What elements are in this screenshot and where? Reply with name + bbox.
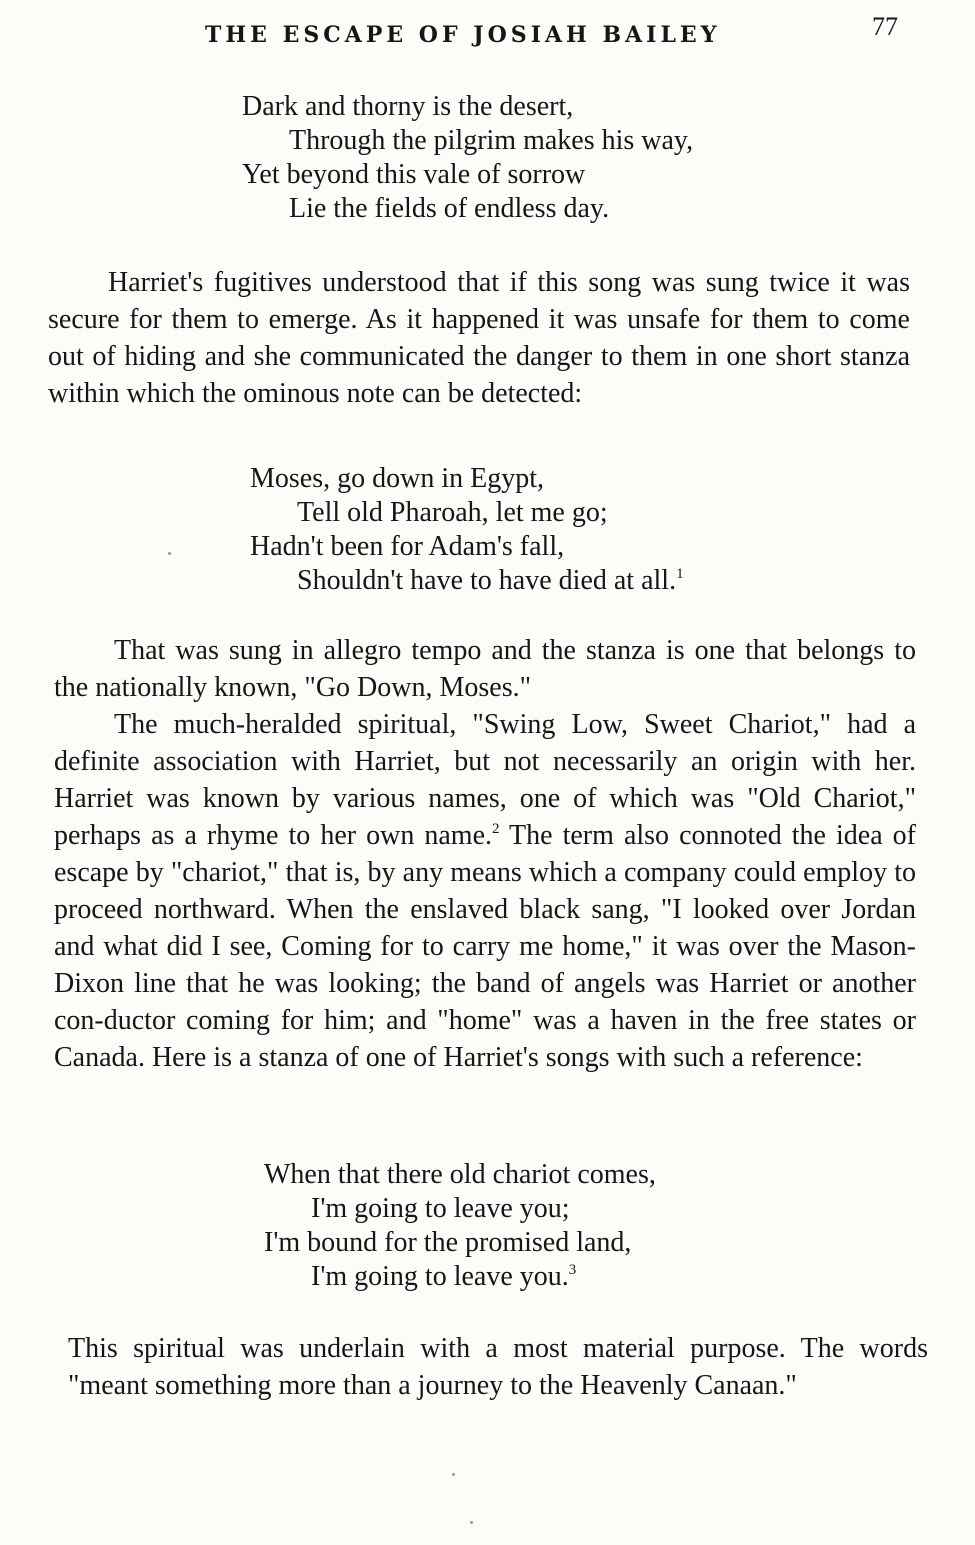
- verse-desert: [242, 90, 693, 226]
- paragraph-chariot: [54, 706, 916, 1076]
- verse-line: Lie the fields of endless day.: [289, 193, 610, 224]
- verse-line: Moses, go down in Egypt,: [250, 463, 544, 494]
- verse-moses: [250, 462, 684, 598]
- verse-line: [250, 564, 684, 598]
- paper-speck: [470, 1521, 473, 1524]
- verse-line: Tell old Pharoah, let me go;: [297, 497, 608, 528]
- footnote-mark: 3: [568, 1262, 577, 1278]
- verse-chariot: [264, 1158, 656, 1294]
- verse-line: Through the pilgrim makes his way,: [289, 125, 694, 156]
- paragraph-fugitives: [48, 264, 910, 412]
- running-head: THE ESCAPE OF JOSIAH BAILEY: [205, 22, 721, 48]
- verse-line: I'm going to leave you;: [311, 1193, 570, 1224]
- verse-line: When that there old chariot comes,: [264, 1159, 656, 1190]
- page-number: 77: [872, 12, 898, 41]
- verse-line: Hadn't been for Adam's fall,: [250, 531, 565, 562]
- footnote-mark: 2: [492, 821, 500, 837]
- paragraph-allegro: [54, 632, 916, 1076]
- verse-line: Yet beyond this vale of sorrow: [242, 159, 586, 190]
- paper-speck: [168, 552, 171, 555]
- verse-line: I'm bound for the promised land,: [264, 1227, 632, 1258]
- paragraph-text: Harriet's fugitives understood that if this song was sung twice it was secure for them to emerge. As it happened it was unsafe for them to come out of hiding and she communicated the danger to them in one short stanza within which the ominous note can be detected:: [48, 267, 910, 409]
- footnote-mark: 1: [676, 566, 684, 582]
- paragraph-text: The much-heralded spiritual, "Swing Low, Sweet Chariot," had a definite association with Harriet, but not necessarily an origin with her. Harriet was known by various names, one of which was "Old Chariot," perhaps as a rhyme to her own name.: [54, 709, 916, 851]
- verse-line: [264, 1260, 656, 1294]
- verse-line: Dark and thorny is the desert,: [242, 91, 574, 122]
- paragraph-text: This spiritual was underlain with a most material purpose. The words "meant something more than a journey to the Heavenly Canaan.": [68, 1333, 928, 1401]
- paragraph-spiritual: [68, 1330, 928, 1404]
- paper-speck: [452, 1473, 455, 1476]
- paragraph-text: The term also connoted the idea of escape by "chariot," that is, by any means which a company could employ to proceed northward. When the enslaved black sang, "I looked over Jordan and what did I see, Coming for to carry me home," it was over the Mason-Dixon line that he was looking; the band of angels was Harriet or another con-ductor coming for him; and "home" was a haven in the free states or Canada. Here is a stanza of one of Harriet's songs with such a reference:: [54, 820, 916, 1073]
- verse-line-text: Shouldn't have to have died at all.: [297, 565, 677, 596]
- verse-line-text: I'm going to leave you.: [311, 1261, 569, 1292]
- paragraph-text: That was sung in allegro tempo and the stanza is one that belongs to the nationally known, "Go Down, Moses.": [54, 635, 916, 703]
